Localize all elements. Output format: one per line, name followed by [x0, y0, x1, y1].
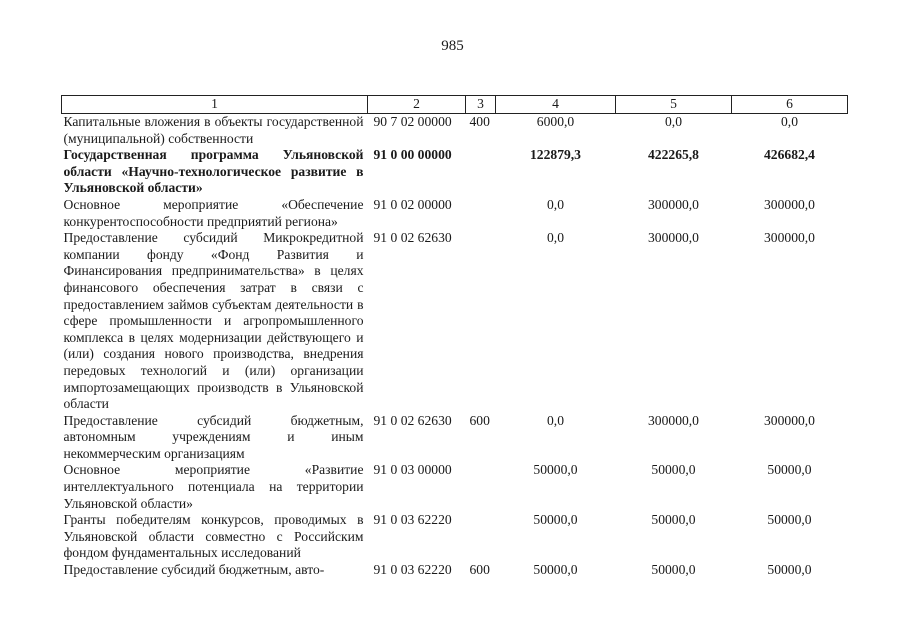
- row-expense-type: [466, 197, 496, 230]
- row-name: Предоставление субсидий бюджетным, авто-: [63, 562, 325, 578]
- row-value-2: 50000,0: [651, 562, 696, 578]
- row-value-3: 50000,0: [767, 512, 812, 528]
- row-expense-type: 600: [469, 562, 490, 578]
- row-code: 90 7 02 00000: [373, 114, 452, 129]
- row-code: 91 0 02 62630: [373, 412, 452, 428]
- row-value-3: 426682,4: [764, 147, 815, 163]
- table-body: [62, 114, 848, 579]
- row-code: 91 0 00 00000: [373, 147, 452, 163]
- table-row: [62, 562, 848, 579]
- row-value-1: 0,0: [547, 196, 564, 212]
- row-code: 91 0 02 00000: [373, 196, 452, 212]
- row-name: Гранты победителям конкурсов, проводимых в Ульяновской области совместно с Российским фондом фундаментальных исследований: [63, 512, 364, 561]
- row-value-2: 300000,0: [648, 196, 699, 212]
- row-value-3: 50000,0: [767, 462, 812, 478]
- column-header-4: 4: [496, 96, 616, 114]
- row-value-2: 422265,8: [648, 147, 699, 163]
- row-value-3: 50000,0: [767, 562, 812, 578]
- budget-table: [61, 95, 848, 579]
- column-header-5: 5: [616, 96, 732, 114]
- row-value-2: 300000,0: [648, 230, 699, 246]
- page-number: 985: [441, 38, 464, 54]
- table-row: [62, 462, 848, 512]
- row-code: 91 0 03 00000: [373, 462, 452, 478]
- row-expense-type: [466, 147, 496, 197]
- table-row: [62, 230, 848, 413]
- row-value-3: 300000,0: [764, 196, 815, 212]
- row-name: Предоставление субсидий бюджетным, автономным учреждениям и иным некоммерческим организациям: [63, 412, 364, 461]
- row-value-3: 300000,0: [764, 412, 815, 428]
- column-header-2: 2: [368, 96, 466, 114]
- row-value-1: 50000,0: [533, 462, 578, 478]
- row-code: 91 0 02 62630: [373, 230, 452, 246]
- table-header: [62, 96, 848, 114]
- row-expense-type: [466, 462, 496, 512]
- row-name: Предоставление субсидий Микрокредитной компании фонду «Фонд Развития и Финансирования предпринимательства» в целях финансового обеспечения затрат в связи с предоставлением займов субъектам деятельности в сфере промышленности и агропромышленного комплекса в целях модернизации действующего и (или) создания нового производства, внедрения передовых технологий и (или) организации импортозамещающих производств в Ульяновской области: [63, 230, 364, 412]
- budget-table-container: [61, 95, 847, 579]
- row-value-2: 50000,0: [651, 462, 696, 478]
- row-name: Капитальные вложения в объекты государственной (муниципальной) собственности: [63, 114, 364, 146]
- table-row: [62, 197, 848, 230]
- row-value-1: 0,0: [547, 230, 564, 246]
- row-expense-type: 600: [469, 412, 490, 428]
- column-header-1: 1: [62, 96, 368, 114]
- row-name: Государственная программа Ульяновской области «Научно-технологическое развитие в Ульяновской области»: [63, 147, 364, 196]
- column-header-3: 3: [466, 96, 496, 114]
- row-value-2: 50000,0: [651, 512, 696, 528]
- row-value-3: 0,0: [781, 114, 798, 129]
- row-code: 91 0 03 62220: [373, 562, 452, 578]
- row-value-1: 50000,0: [533, 562, 578, 578]
- row-value-1: 0,0: [547, 412, 564, 428]
- table-row: [62, 413, 848, 463]
- row-expense-type: [466, 512, 496, 562]
- table-row: [62, 114, 848, 148]
- row-expense-type: [466, 230, 496, 413]
- row-code: 91 0 03 62220: [373, 512, 452, 528]
- row-value-2: 300000,0: [648, 412, 699, 428]
- row-value-1: 6000,0: [536, 114, 575, 129]
- row-expense-type: 400: [469, 114, 490, 129]
- row-value-1: 50000,0: [533, 512, 578, 528]
- row-name: Основное мероприятие «Обеспечение конкурентоспособности предприятий региона»: [63, 196, 364, 229]
- row-value-2: 0,0: [665, 114, 682, 129]
- row-value-1: 122879,3: [530, 147, 581, 163]
- table-row: [62, 147, 848, 197]
- table-row: [62, 512, 848, 562]
- column-header-6: 6: [732, 96, 848, 114]
- header-row: [62, 96, 848, 114]
- row-name: Основное мероприятие «Развитие интеллектуального потенциала на территории Ульяновской области»: [63, 462, 364, 511]
- row-value-3: 300000,0: [764, 230, 815, 246]
